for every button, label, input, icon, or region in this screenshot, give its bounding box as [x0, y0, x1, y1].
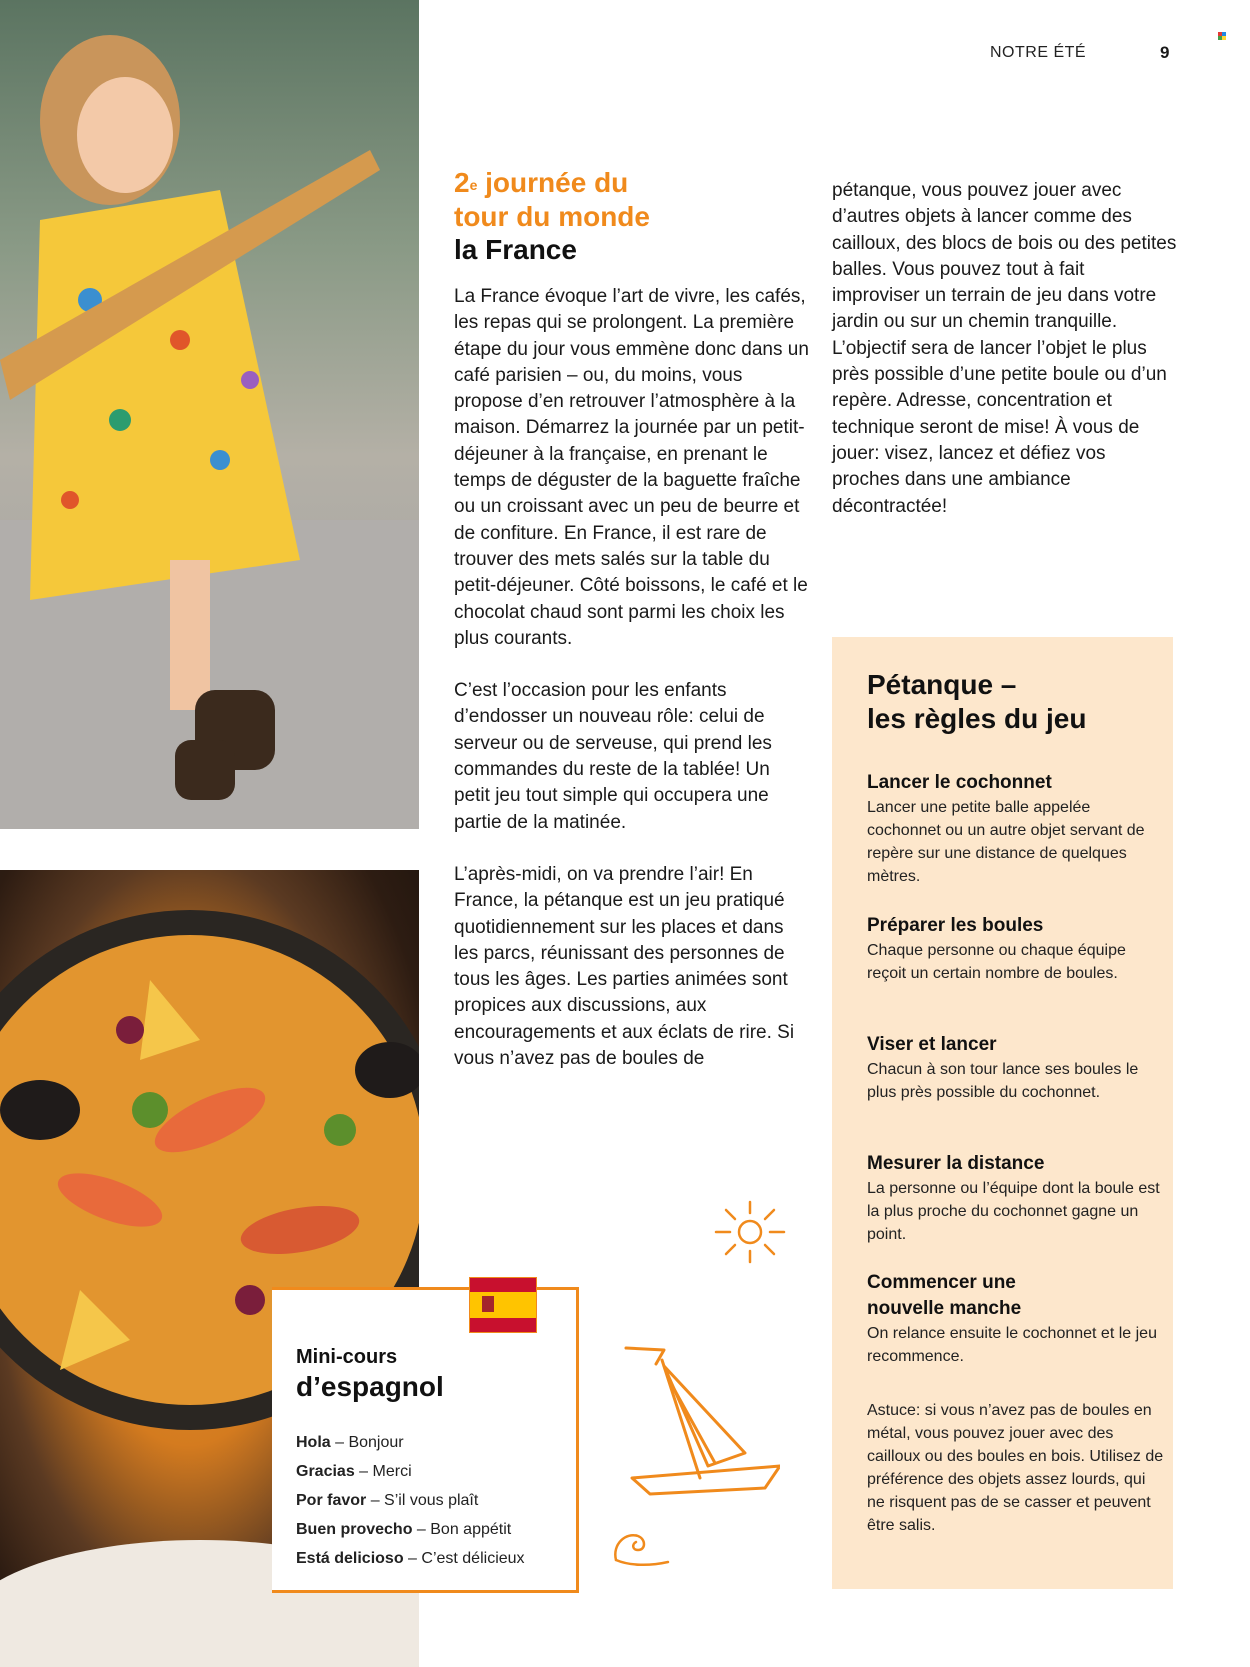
print-marks-icon — [1218, 32, 1226, 40]
kicker-line-2: tour du monde — [454, 201, 650, 232]
sailboat-icon — [620, 1338, 780, 1508]
rules-title-line-1: Pétanque – — [867, 669, 1017, 700]
running-head: NOTRE ÉTÉ — [990, 44, 1087, 61]
phrase-spanish: Por favor — [296, 1492, 367, 1509]
phrase-row — [296, 1544, 566, 1573]
phrase-row — [296, 1515, 566, 1544]
paragraph-1: La France évoque l’art de vivre, les cafés, les repas qui se prolongent. La première étape du jour vous emmène donc dans un café parisien – ou, du moins, vous propose d’en retrouver l’atmosphère à la maison. Démarrez la journée par un petit-déjeuner à la française, en prenant le temps de déguster de la baguette fraîche ou un croissant avec un peu de beurre et de confiture. En France, il est rare de trouver des mets salés sur la table du petit-déjeuner. Côté boissons, le café et le chocolat chaud sont parmi les choix les plus courants. — [454, 286, 809, 649]
rule-heading: Préparer les boules — [867, 915, 1044, 936]
photo-girl-with-baguette — [0, 0, 419, 829]
sun-icon — [712, 1198, 788, 1266]
article-column-1 — [454, 284, 809, 1098]
phrase-row — [296, 1486, 566, 1515]
rule-heading: Lancer le cochonnet — [867, 772, 1052, 793]
phrase-french: – S’il vous plaît — [366, 1492, 479, 1509]
phrase-french: – Bonjour — [330, 1434, 404, 1451]
rule-text: On relance ensuite le cochonnet et le jeu recommence. — [867, 1325, 1157, 1365]
kicker-superscript: e — [469, 177, 478, 193]
paragraph-3: L’après-midi, on va prendre l’air! En France, la pétanque est un jeu pratiqué quotidiennement sur les places et dans les parcs, réunissant des personnes de tous les âges. Les parties animées sont propices aux discussions, aux encouragements et aux éclats de rire. Si vous n’avez pas de boules de — [454, 863, 795, 1070]
rule-text: Chacun à son tour lance ses boules le plus près possible du cochonnet. — [867, 1061, 1139, 1101]
rule-item — [867, 1151, 1167, 1246]
paragraph-4: pétanque, vous pouvez jouer avec d’autres objets à lancer comme des cailloux, des blocs de bois ou des petites balles. Vous pouvez tout à fait improviser un terrain de jeu dans votre jardin ou sur un chemin tranquille. L’objectif sera de lancer l’objet le plus près possible d’une petite boule ou d’un repère. Adresse, concentration et technique seront de mise! À vous de jouer: visez, lancez et défiez vos proches dans une ambiance décontractée! — [832, 180, 1177, 517]
rule-item — [867, 1270, 1157, 1368]
article-title: la France — [454, 234, 577, 265]
paragraph-2: C’est l’occasion pour les enfants d’endosser un nouveau rôle: celui de serveur ou de serveuse, qui prend les commandes du reste de la tablée! Un petit jeu tout simple qui occupera une partie de la matinée. — [454, 680, 772, 833]
phrase-spanish: Está delicioso — [296, 1550, 404, 1567]
article-kicker — [454, 166, 650, 234]
rule-heading: Mesurer la distance — [867, 1153, 1045, 1174]
rule-item — [867, 770, 1167, 888]
phrase-french: – C’est délicieux — [403, 1550, 525, 1567]
rule-heading: Viser et lancer — [867, 1034, 997, 1055]
phrase-french: – Bon appétit — [412, 1521, 512, 1538]
kicker-line1-text: journée du — [477, 167, 629, 198]
spanish-title-line-1: Mini-cours — [296, 1346, 398, 1368]
rules-title — [867, 668, 1086, 736]
phrase-spanish: Buen provecho — [296, 1521, 413, 1538]
article-column-2 — [832, 178, 1177, 546]
spanish-phrase-list — [296, 1428, 566, 1573]
tip-text: Astuce: si vous n’avez pas de boules en métal, vous pouvez jouer avec des cailloux ou des boules en bois. Utilisez de préférence des objets assez lourds, qui ne risquent pas de se casser et peuvent être salis. — [867, 1402, 1164, 1534]
spanish-title-line-2: d’espagnol — [296, 1371, 444, 1402]
phrase-french: – Merci — [354, 1463, 412, 1480]
rule-text: Chaque personne ou chaque équipe reçoit un certain nombre de boules. — [867, 942, 1126, 982]
rule-item — [867, 1032, 1167, 1104]
phrase-spanish: Gracias — [296, 1463, 355, 1480]
rule-item — [867, 913, 1167, 985]
rule-text: La personne ou l’équipe dont la boule est la plus proche du cochonnet gagne un point. — [867, 1180, 1160, 1243]
phrase-row — [296, 1457, 566, 1486]
page-number: 9 — [1160, 43, 1170, 62]
spain-flag-icon — [468, 1274, 538, 1334]
rule-heading: Commencer une nouvelle manche — [867, 1272, 1022, 1319]
phrase-spanish: Hola — [296, 1434, 331, 1451]
kicker-line-1 — [454, 166, 650, 200]
rules-title-line-2: les règles du jeu — [867, 703, 1087, 734]
rule-text: Lancer une petite balle appelée cochonnet ou un autre objet servant de repère sur une distance de quelques mètres. — [867, 799, 1145, 885]
phrase-row — [296, 1428, 566, 1457]
kicker-number: 2 — [454, 167, 470, 198]
wave-icon — [610, 1526, 672, 1570]
girl-illustration — [0, 0, 419, 829]
